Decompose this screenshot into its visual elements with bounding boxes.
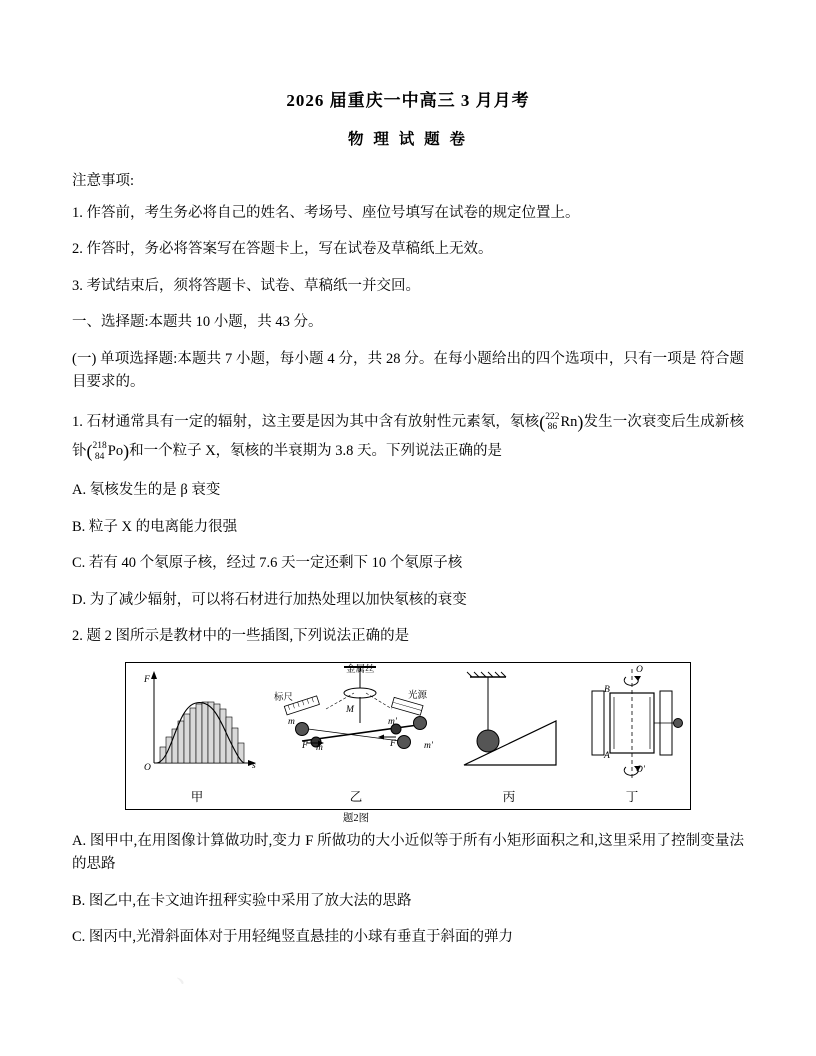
mass-label-m2-prime: m′ xyxy=(424,740,433,751)
q1-paren-close-1: ) xyxy=(577,411,584,432)
nuclide-polonium-numbers xyxy=(93,441,107,462)
axis-label-o-bottom: O′ xyxy=(636,764,645,775)
q1-stem-part-1: 1. 石材通常具有一定的辐射，这主要是因为其中含有放射性元素氡，氡核 xyxy=(72,413,540,430)
q1-stem-part-3: 和一个粒子 X，氡核的半衰期为 3.8 天。下列说法正确的是 xyxy=(129,442,503,459)
question-2-option-c: C. 图丙中,光滑斜面体对于用轻绳竖直悬挂的小球有垂直于斜面的弹力 xyxy=(72,929,514,946)
figure-panel-bing-label: 丙 xyxy=(502,789,516,804)
question-1-stem xyxy=(72,408,744,466)
metal-wire-label: 金属丝 xyxy=(346,663,375,675)
figure-panel-jia-label: 甲 xyxy=(190,789,204,804)
notice-item-1: 1. 作答前，考生务必将自己的姓名、考场号、座位号填写在试卷的规定位置上。 xyxy=(72,205,580,221)
mass-label-m1: m xyxy=(288,716,295,727)
force-label-f-left: F xyxy=(302,740,308,751)
question-2-figure xyxy=(72,662,744,824)
light-source-label: 光源 xyxy=(408,689,428,701)
axis-label-o-top: O xyxy=(636,664,643,675)
question-1-option-b: B. 粒子 X 的电离能力很强 xyxy=(72,518,238,535)
figure-caption: 题2图 xyxy=(342,812,370,824)
notice-item-2: 2. 作答时，务必将答案写在答题卡上，写在试卷及草稿纸上无效。 xyxy=(72,241,493,258)
section-one-heading: 一、选择题:本题共 10 小题，共 43 分。 xyxy=(72,314,323,331)
q1-paren-close-2: ) xyxy=(123,441,130,462)
incline-ball-svg xyxy=(444,663,574,791)
cavendish-svg xyxy=(268,663,444,791)
figure-panel-jia xyxy=(126,663,268,809)
question-1-option-c: C. 若有 40 个氡原子核，经过 7.6 天一定还剩下 10 个氡原子核 xyxy=(72,555,463,572)
mirror-label-m: M xyxy=(346,704,354,715)
question-1-option-a: A. 氡核发生的是 β 衰变 xyxy=(72,482,221,499)
nuclide-polonium-mass: 218 xyxy=(92,441,107,452)
figure-panel-yi-label: 乙 xyxy=(349,789,363,804)
nuclide-radon-symbol: Rn xyxy=(560,414,578,431)
fs-graph-axis-x-label: s xyxy=(252,760,256,771)
nuclide-radon-mass: 222 xyxy=(545,411,560,422)
figure-panels-container xyxy=(125,662,691,824)
subsection-one-heading: (一) 单项选择题:本题共 7 小题，每小题 4 分，共 28 分。在每小题给出的四个选项中，只有一项是 符合题目要求的。 xyxy=(72,350,744,391)
nuclide-radon xyxy=(545,412,577,433)
force-label-f-right: F xyxy=(390,738,396,749)
nuclide-polonium xyxy=(93,441,124,462)
mass-label-m1-prime: m′ xyxy=(388,716,397,727)
scale-label: 标尺 xyxy=(274,691,294,703)
q1-paren-open-2: ( xyxy=(86,441,93,462)
figure-panel-yi xyxy=(268,663,444,824)
coil-corner-label-a: A xyxy=(604,750,610,761)
nuclide-radon-atomic: 86 xyxy=(547,422,558,433)
question-2-option-b: B. 图乙中,在卡文迪许扭秤实验中采用了放大法的思路 xyxy=(72,892,412,909)
coil-corner-label-b: B xyxy=(604,684,610,695)
q1-paren-open-1: ( xyxy=(539,411,546,432)
nuclide-polonium-atomic: 84 xyxy=(94,451,105,462)
figure-panel-bing xyxy=(444,663,574,809)
figure-panel-ding-label: 丁 xyxy=(625,789,639,804)
figure-panel-ding xyxy=(574,663,690,809)
fs-graph-axis-y-label: F xyxy=(144,674,150,685)
nuclide-radon-numbers xyxy=(545,412,559,433)
page-title: 2026 届重庆一中高三 3 月月考 xyxy=(286,91,530,110)
fs-graph-origin-label: O xyxy=(144,762,151,773)
mass-label-m2: m xyxy=(316,742,323,753)
notice-item-3: 3. 考试结束后，须将答题卡、试卷、草稿纸一并交回。 xyxy=(72,277,420,294)
nuclide-polonium-symbol: Po xyxy=(107,443,124,460)
q1-stem-part-2: 发生一次衰变后生成新核钋 xyxy=(72,413,744,459)
question-2-option-a: A. 图甲中,在用图像计算做功时,变力 F 所做功的大小近似等于所有小矩形面积之和,这里采用了控制变量法的思路 xyxy=(72,832,744,873)
page-subtitle: 物 理 试 题 卷 xyxy=(347,131,468,148)
question-2-stem: 2. 题 2 图所示是教材中的一些插图,下列说法正确的是 xyxy=(72,628,410,645)
page-watermark: 、 xyxy=(176,959,205,988)
question-1-option-d: D. 为了减少辐射，可以将石材进行加热处理以加快氡核的衰变 xyxy=(72,591,467,608)
rotating-coil-svg xyxy=(574,663,690,791)
notice-heading: 注意事项: xyxy=(72,173,135,189)
